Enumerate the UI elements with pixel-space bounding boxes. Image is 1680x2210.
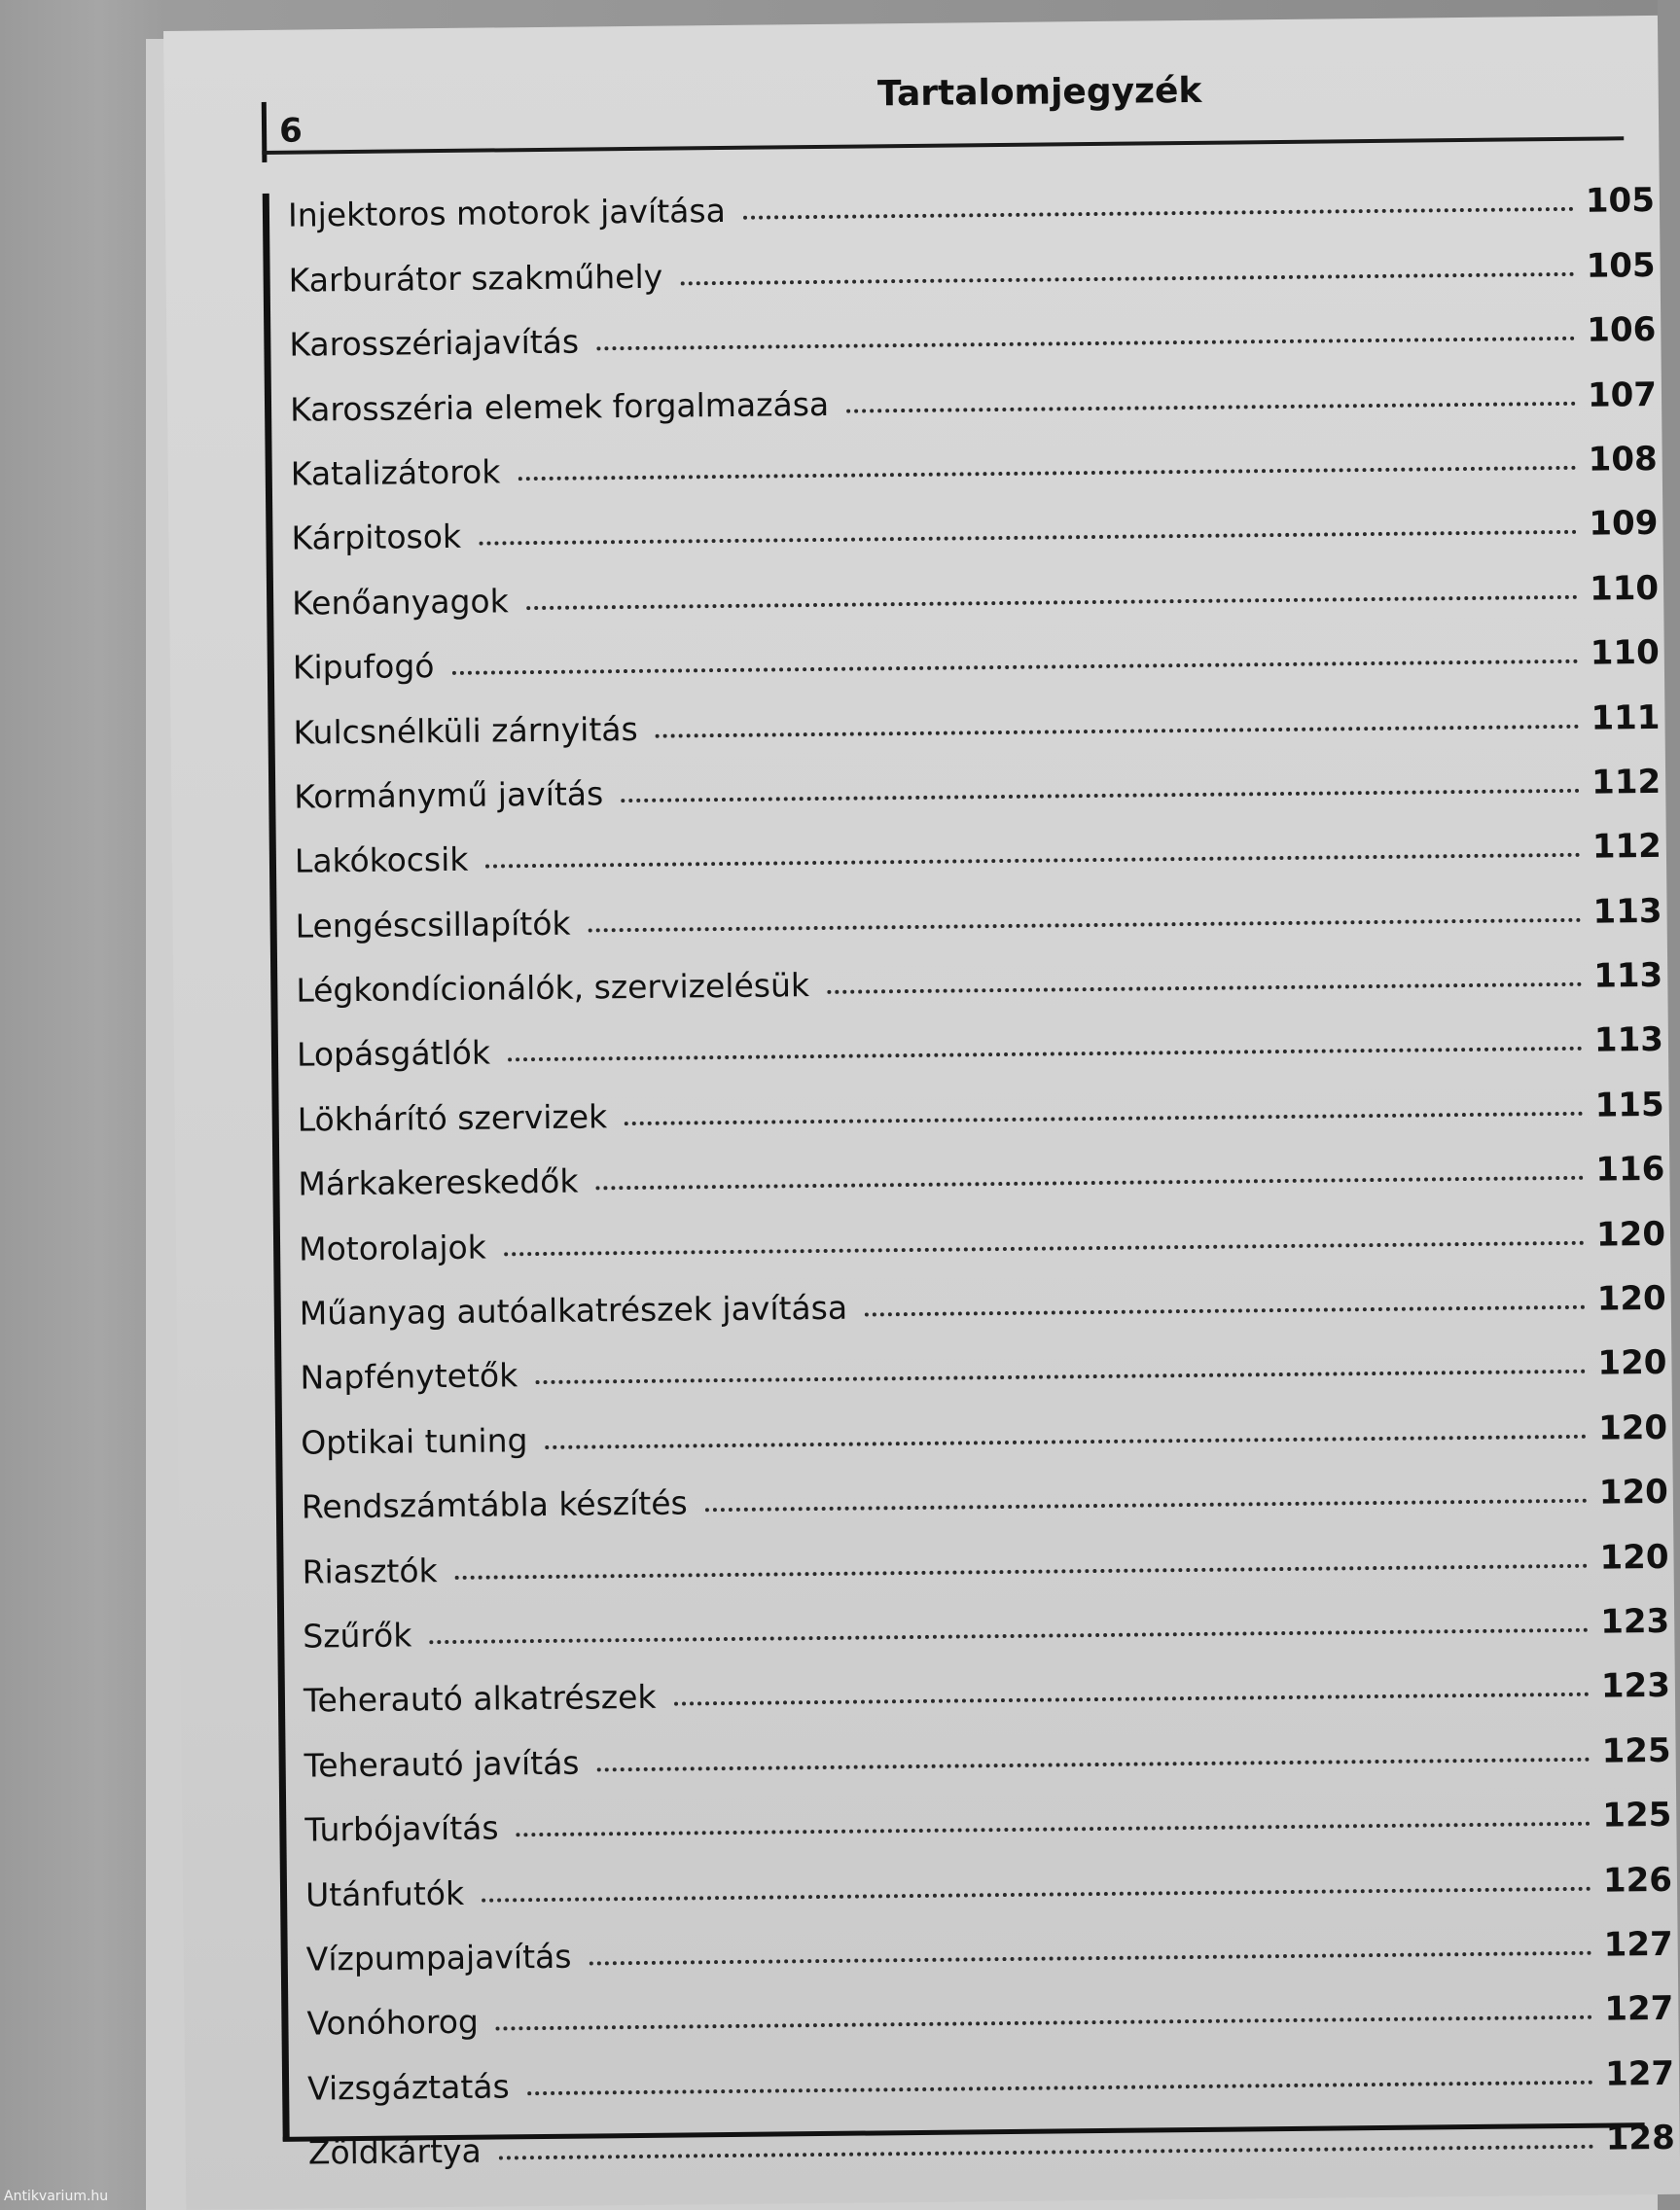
toc-entry-title: Kárpitosok xyxy=(291,517,462,557)
toc-entry-page: 126 xyxy=(1602,1860,1673,1901)
toc-entry-title: Zöldkártya xyxy=(307,2131,482,2172)
toc-entry-title: Műanyag autóalkatrészek javítása xyxy=(299,1288,848,1333)
toc-entry-page: 112 xyxy=(1591,762,1662,802)
toc-entry-title: Lopásgátlók xyxy=(296,1034,491,1075)
toc-entry-page: 110 xyxy=(1589,568,1660,609)
toc-entry-page: 111 xyxy=(1591,697,1661,738)
toc-leader-dots xyxy=(517,1822,1591,1837)
toc-entry-title: Kulcsnélküli zárnyitás xyxy=(293,709,638,752)
toc-frame-left-border xyxy=(263,194,290,2141)
toc-leader-dots xyxy=(596,1176,1585,1191)
toc-leader-dots xyxy=(680,272,1574,286)
toc-entry-title: Kenőanyagok xyxy=(291,582,509,623)
toc-entry-title: Rendszámtábla készítés xyxy=(301,1483,688,1526)
toc-leader-dots xyxy=(827,982,1582,994)
toc-leader-dots xyxy=(499,2145,1594,2160)
toc-entry-page: 108 xyxy=(1588,439,1658,480)
page-title: Tartalomjegyzék xyxy=(876,70,1202,115)
toc-entry-page: 127 xyxy=(1604,1989,1674,2029)
toc-entry-title: Kipufogó xyxy=(292,647,435,687)
toc-leader-dots xyxy=(485,853,1580,869)
toc-entry-page: 125 xyxy=(1602,1796,1672,1836)
toc-entry-page: 106 xyxy=(1587,310,1657,350)
toc-entry-title: Utánfutók xyxy=(304,1873,465,1914)
toc-entry-title: Vizsgáztatás xyxy=(306,2067,510,2108)
toc-leader-dots xyxy=(596,337,1575,351)
page-number: 6 xyxy=(278,111,303,151)
toc-leader-dots xyxy=(452,659,1579,675)
toc-leader-dots xyxy=(846,401,1576,412)
toc-entry-page: 109 xyxy=(1589,504,1659,545)
toc-leader-dots xyxy=(589,1951,1591,1966)
toc-leader-dots xyxy=(504,1240,1585,1256)
table-of-contents xyxy=(287,156,1675,2172)
toc-leader-dots xyxy=(865,1305,1586,1317)
toc-leader-dots xyxy=(597,1758,1591,1772)
toc-leader-dots xyxy=(545,1435,1587,1449)
toc-leader-dots xyxy=(429,1628,1589,1644)
toc-entry-page: 120 xyxy=(1597,1343,1667,1384)
toc-entry-title: Teherautó alkatrészek xyxy=(303,1678,657,1720)
toc-entry-title: Riasztók xyxy=(302,1551,438,1591)
toc-entry-title: Injektoros motorok javítása xyxy=(287,192,727,235)
toc-entry-title: Optikai tuning xyxy=(300,1420,528,1462)
toc-entry-title: Kormánymű javítás xyxy=(294,774,604,816)
toc-entry-page: 110 xyxy=(1590,633,1660,673)
toc-entry-page: 113 xyxy=(1593,955,1663,996)
toc-entry-page: 123 xyxy=(1600,1666,1671,1706)
toc-entry-title: Légkondícionálók, szervizelésük xyxy=(296,966,810,1010)
toc-entry-page: 113 xyxy=(1593,1020,1664,1061)
toc-entry-title: Turbójavítás xyxy=(304,1808,499,1849)
toc-entry-title: Szűrők xyxy=(303,1616,412,1656)
toc-entry-page: 127 xyxy=(1603,1924,1673,1965)
toc-entry-title: Vonóhorog xyxy=(306,2003,480,2043)
toc-entry-title: Karosszériajavítás xyxy=(289,322,580,364)
toc-entry-page: 127 xyxy=(1604,2053,1675,2094)
toc-entry-title: Napfénytetők xyxy=(300,1356,518,1398)
toc-entry-title: Karburátor szakműhely xyxy=(288,257,663,300)
toc-leader-dots xyxy=(518,466,1576,481)
toc-leader-dots xyxy=(527,2080,1593,2094)
toc-entry-title: Katalizátorok xyxy=(290,452,501,493)
toc-leader-dots xyxy=(621,789,1580,802)
toc-entry-page: 105 xyxy=(1585,181,1656,222)
toc-leader-dots xyxy=(482,1886,1591,1902)
toc-entry-page: 128 xyxy=(1605,2118,1675,2158)
toc-entry-page: 120 xyxy=(1599,1537,1669,1578)
toc-leader-dots xyxy=(508,1047,1583,1062)
toc-entry-page: 125 xyxy=(1601,1730,1671,1771)
watermark: Antikvarium.hu xyxy=(4,2189,109,2204)
toc-entry-page: 105 xyxy=(1586,245,1656,286)
toc-leader-dots xyxy=(656,724,1580,737)
toc-leader-dots xyxy=(705,1499,1588,1512)
toc-entry-title: Vízpumpajavítás xyxy=(305,1937,572,1978)
toc-entry-page: 123 xyxy=(1599,1601,1670,1642)
toc-leader-dots xyxy=(526,595,1578,610)
toc-leader-dots xyxy=(625,1112,1584,1125)
toc-entry-page: 120 xyxy=(1597,1408,1668,1448)
toc-entry-page: 120 xyxy=(1596,1278,1666,1319)
toc-entry-page: 116 xyxy=(1595,1150,1665,1190)
toc-entry-page: 107 xyxy=(1587,374,1658,415)
toc-entry-page: 113 xyxy=(1592,891,1662,932)
toc-entry-title: Lengéscsillapítók xyxy=(295,904,571,945)
toc-entry-title: Teherautó javítás xyxy=(304,1743,580,1785)
toc-leader-dots xyxy=(496,2015,1593,2031)
toc-entry-page: 112 xyxy=(1591,827,1662,867)
toc-entry-page: 120 xyxy=(1595,1214,1666,1255)
toc-entry-title: Karosszéria elemek forgalmazása xyxy=(289,384,830,429)
toc-entry-page: 120 xyxy=(1598,1473,1669,1513)
toc-leader-dots xyxy=(674,1693,1590,1706)
toc-leader-dots xyxy=(589,917,1582,932)
toc-entry-title: Lakókocsik xyxy=(294,840,469,880)
header-rule xyxy=(262,136,1624,155)
toc-entry-page: 115 xyxy=(1594,1085,1664,1125)
toc-leader-dots xyxy=(535,1370,1586,1384)
toc-entry-title: Márkakereskedők xyxy=(298,1161,579,1203)
book-page xyxy=(163,16,1680,2210)
toc-leader-dots xyxy=(455,1563,1589,1579)
toc-entry-title: Lökhárító szervizek xyxy=(297,1097,608,1139)
toc-leader-dots xyxy=(479,530,1577,546)
toc-entry-title: Motorolajok xyxy=(298,1228,486,1268)
toc-leader-dots xyxy=(743,207,1574,220)
